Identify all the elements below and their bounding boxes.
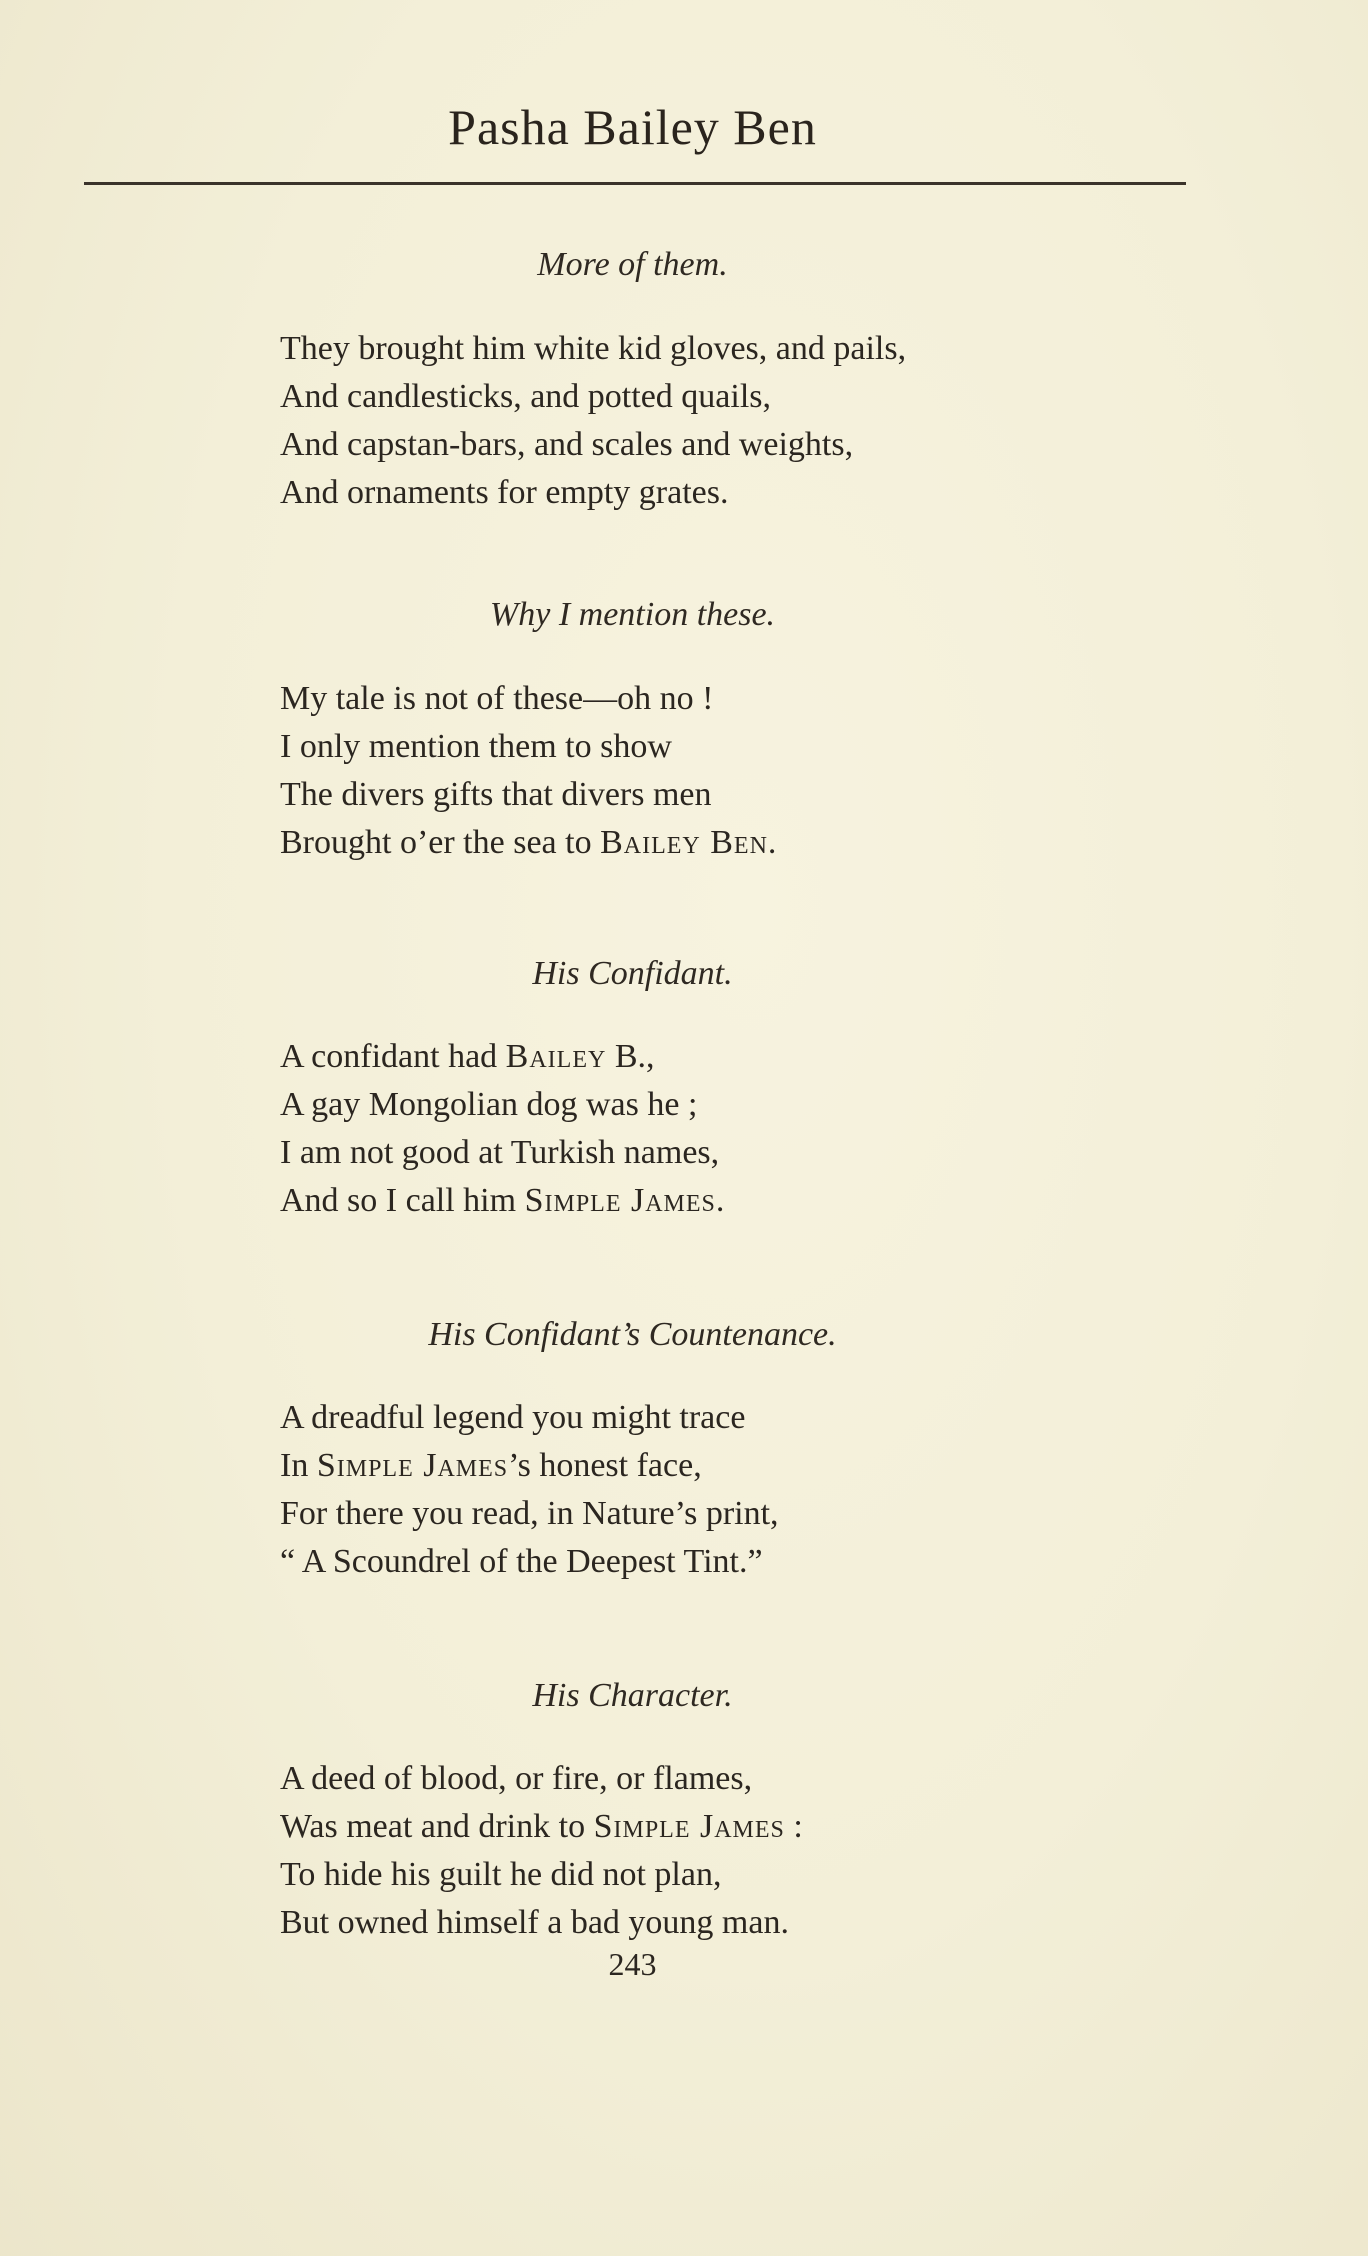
stanza-line: I am not good at Turkish names, bbox=[280, 1134, 720, 1171]
header-rule bbox=[84, 182, 1186, 185]
stanza-line bbox=[280, 1442, 1180, 1490]
stanza-line bbox=[280, 1803, 1180, 1851]
section-title-more-of-them: More of them. bbox=[537, 246, 728, 283]
text-run: . bbox=[715, 1182, 725, 1219]
small-caps-name: Simple James bbox=[316, 1447, 509, 1484]
stanza-line: My tale is not of these—oh no ! bbox=[280, 680, 714, 717]
section-title-why-i-mention-these: Why I mention these. bbox=[489, 596, 776, 633]
stanza-line: For there you read, in Nature’s print, bbox=[280, 1495, 779, 1532]
text-run: B., bbox=[606, 1038, 655, 1075]
stanza-line bbox=[280, 1033, 1180, 1081]
stanza-line: And ornaments for empty grates. bbox=[280, 474, 729, 511]
section-title-his-confidant: His Confidant. bbox=[532, 955, 733, 992]
stanza-line: A dreadful legend you might trace bbox=[280, 1399, 746, 1436]
section-title-his-confidants-countenance: His Confidant’s Countenance. bbox=[428, 1316, 837, 1353]
small-caps-name: Simple James bbox=[593, 1808, 785, 1845]
stanza-why-i-mention-these bbox=[280, 675, 1180, 867]
stanza-his-character bbox=[280, 1755, 1180, 1947]
text-run: And so I call him bbox=[280, 1182, 525, 1219]
small-caps-name: Bailey Ben bbox=[600, 824, 768, 861]
stanza-more-of-them bbox=[280, 325, 1180, 517]
stanza-line bbox=[280, 819, 1180, 867]
stanza-line: To hide his guilt he did not plan, bbox=[280, 1856, 722, 1893]
text-run: Brought o’er the sea to bbox=[280, 824, 601, 861]
stanza-line: A deed of blood, or fire, or flames, bbox=[280, 1760, 753, 1797]
stanza-line: And capstan-bars, and scales and weights, bbox=[280, 426, 854, 463]
stanza-line: “ A Scoundrel of the Deepest Tint.” bbox=[280, 1543, 763, 1580]
stanza-line bbox=[280, 1177, 1180, 1225]
page-number: 243 bbox=[608, 1946, 657, 1982]
text-run: ’s honest face, bbox=[508, 1447, 702, 1484]
stanza-his-confidants-countenance bbox=[280, 1394, 1180, 1586]
text-run: A confidant had bbox=[280, 1038, 506, 1075]
stanza-line: I only mention them to show bbox=[280, 728, 672, 765]
stanza-line: The divers gifts that divers men bbox=[280, 776, 712, 813]
running-head: Pasha Bailey Ben bbox=[448, 99, 817, 155]
text-run: In bbox=[280, 1447, 317, 1484]
stanza-line: And candlesticks, and potted quails, bbox=[280, 378, 772, 415]
small-caps-name: Simple James bbox=[524, 1182, 716, 1219]
stanza-line: But owned himself a bad young man. bbox=[280, 1904, 789, 1941]
text-run: Was meat and drink to bbox=[280, 1808, 594, 1845]
section-title-his-character: His Character. bbox=[532, 1677, 733, 1714]
stanza-line: They brought him white kid gloves, and pails, bbox=[280, 330, 907, 367]
stanza-his-confidant bbox=[280, 1033, 1180, 1225]
stanza-line: A gay Mongolian dog was he ; bbox=[280, 1086, 698, 1123]
small-caps-name: Bailey bbox=[505, 1038, 607, 1075]
text-run: : bbox=[784, 1808, 803, 1845]
text-run: . bbox=[767, 824, 777, 861]
